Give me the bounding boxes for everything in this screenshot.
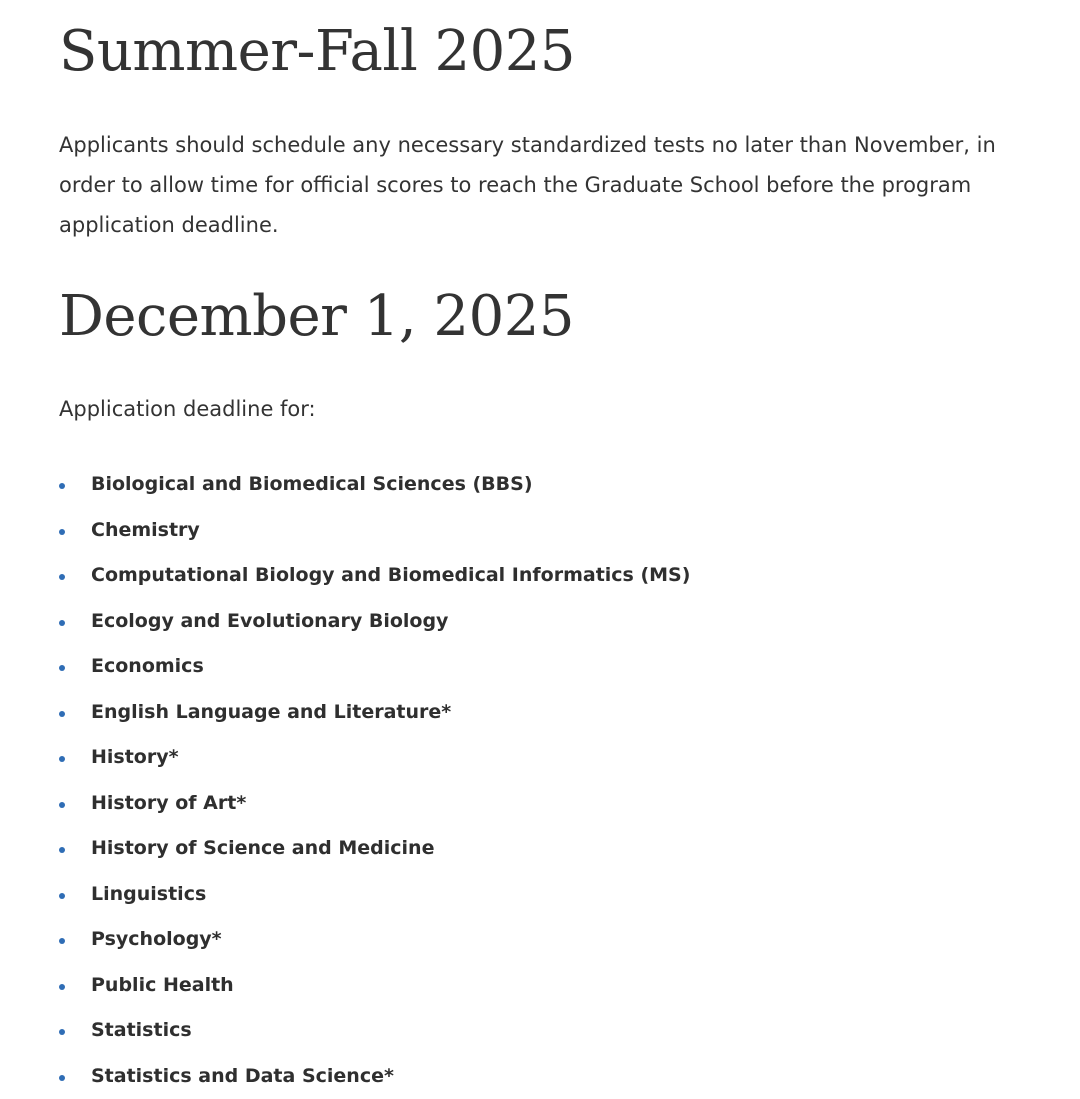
program-list-item [59, 917, 690, 963]
program-name: Chemistry [91, 519, 200, 541]
program-list-item [59, 781, 690, 827]
program-list-item [59, 963, 690, 1009]
program-name: English Language and Literature* [91, 701, 451, 723]
program-name: Psychology* [91, 928, 222, 950]
program-list-item [59, 1054, 690, 1099]
section-heading-summer-fall: Summer-Fall 2025 [59, 14, 575, 90]
bullet-icon [59, 574, 65, 580]
program-name: Statistics and Data Science* [91, 1065, 394, 1087]
test-scheduling-paragraph: Applicants should schedule any necessary standardized tests no later than November, in order to allow time for official scores to reach the Graduate School before the program application deadline. [59, 125, 1049, 245]
program-name: History of Science and Medicine [91, 837, 434, 859]
program-name: History of Art* [91, 792, 246, 814]
program-name: Statistics [91, 1019, 192, 1041]
program-name: Ecology and Evolutionary Biology [91, 610, 448, 632]
program-name: Biological and Biomedical Sciences (BBS) [91, 473, 533, 495]
bullet-icon [59, 847, 65, 853]
program-name: Linguistics [91, 883, 206, 905]
bullet-icon [59, 893, 65, 899]
program-list-item [59, 462, 690, 508]
bullet-icon [59, 938, 65, 944]
bullet-icon [59, 1075, 65, 1081]
program-name: History* [91, 746, 179, 768]
bullet-icon [59, 665, 65, 671]
program-list-item [59, 735, 690, 781]
program-name: Computational Biology and Biomedical Informatics (MS) [91, 564, 690, 586]
program-list-item [59, 553, 690, 599]
program-list-item [59, 872, 690, 918]
program-list-item [59, 1008, 690, 1054]
bullet-icon [59, 984, 65, 990]
program-list-item [59, 826, 690, 872]
deadline-intro-text: Application deadline for: [59, 389, 316, 429]
bullet-icon [59, 620, 65, 626]
bullet-icon [59, 711, 65, 717]
bullet-icon [59, 529, 65, 535]
program-list-item [59, 644, 690, 690]
program-list-item [59, 690, 690, 736]
section-heading-december: December 1, 2025 [59, 279, 574, 355]
program-name: Economics [91, 655, 204, 677]
program-name: Public Health [91, 974, 234, 996]
program-list-item [59, 599, 690, 645]
program-list-item [59, 508, 690, 554]
program-list [59, 462, 690, 1099]
bullet-icon [59, 483, 65, 489]
bullet-icon [59, 1029, 65, 1035]
bullet-icon [59, 756, 65, 762]
bullet-icon [59, 802, 65, 808]
